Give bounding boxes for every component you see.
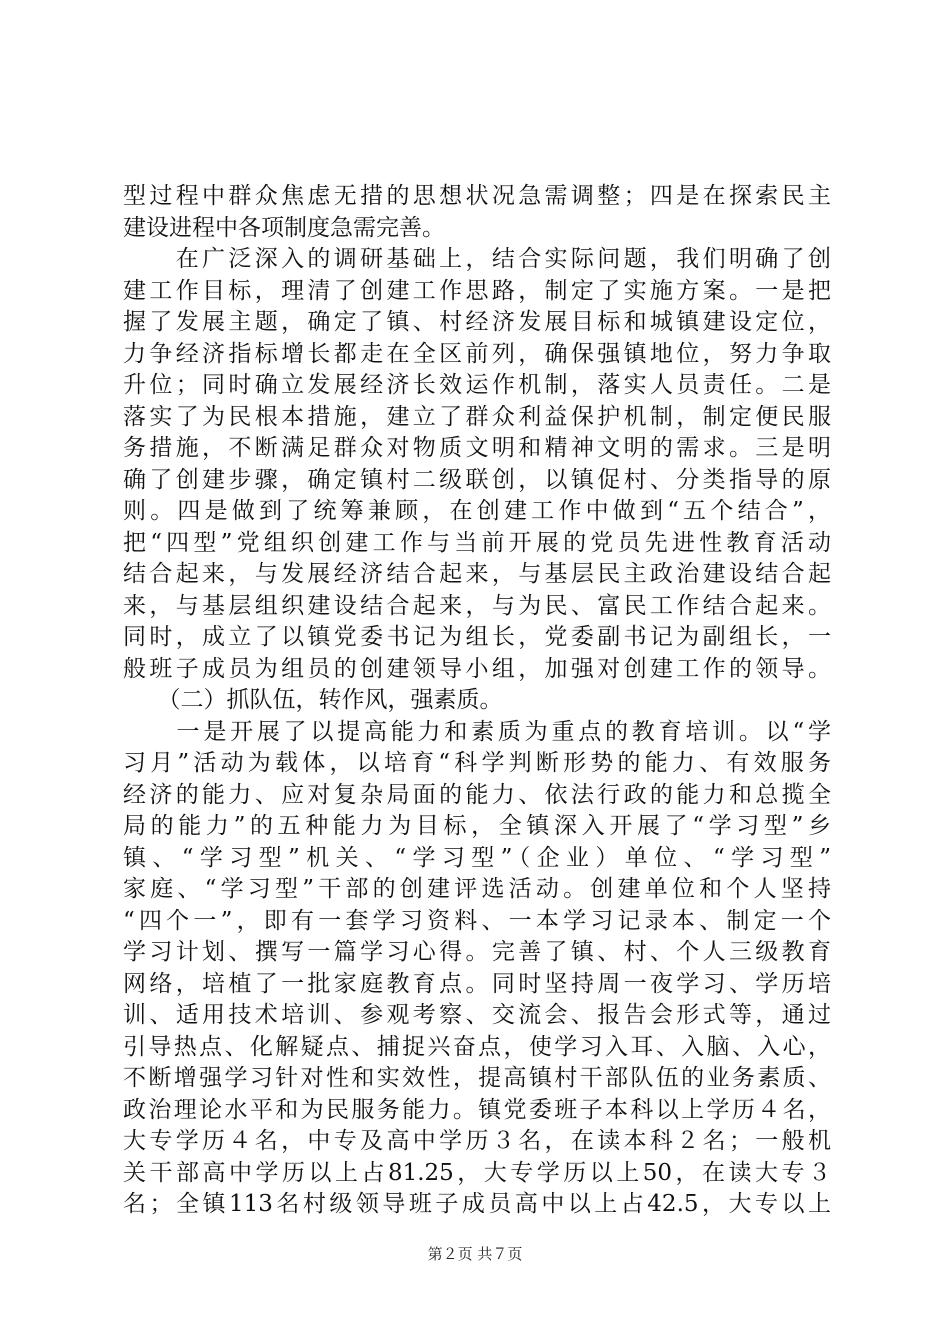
- page-footer: 第２页 共７页: [427, 1245, 523, 1263]
- text-line: 确了创建步骤，确定镇村二级联创，以镇促村、分类指导的原: [123, 466, 831, 493]
- text-line: 在广泛深入的调研基础上，结合实际问题，我们明确了创: [123, 246, 831, 272]
- text-line: 建工作目标，理清了创建工作思路，制定了实施方案。一是把: [123, 277, 831, 304]
- text-line: “四个一”，即有一套学习资料、一本学习记录本、制定一个: [123, 907, 831, 934]
- text-line: 结合起来，与发展经济结合起来，与基层民主政治建设结合起: [123, 561, 831, 587]
- text-line: 一是开展了以提高能力和素质为重点的教育培训。以“学: [123, 718, 831, 745]
- text-line: 家庭、“学习型”干部的创建评选活动。创建单位和个人坚持: [123, 876, 831, 902]
- text-line: 训、适用技术培训、参观考察、交流会、报告会形式等，通过: [123, 1002, 831, 1028]
- text-line: 名；全镇113名村级领导班子成员高中以上占42.5，大专以上: [123, 1191, 831, 1217]
- text-line: 学习计划、撰写一篇学习心得。完善了镇、村、个人三级教育: [123, 939, 831, 965]
- text-line: 落实了为民根本措施，建立了群众利益保护机制，制定便民服: [123, 403, 831, 430]
- text-line: 同时，成立了以镇党委书记为组长，党委副书记为副组长，一: [123, 624, 831, 650]
- text-line: 握了发展主题，确定了镇、村经济发展目标和城镇建设定位，: [123, 309, 831, 335]
- text-line: 升位；同时确立发展经济长效运作机制，落实人员责任。二是: [123, 372, 831, 398]
- text-line: 把“四型”党组织创建工作与当前开展的党员先进性教育活动: [123, 529, 831, 556]
- text-line: （二）抓队伍，转作风，强素质。: [123, 687, 503, 713]
- text-line: 习月”活动为载体，以培育“科学判断形势的能力、有效服务: [123, 750, 831, 776]
- text-line: 般班子成员为组员的创建领导小组，加强对创建工作的领导。: [123, 655, 831, 682]
- text-line: 来，与基层组织建设结合起来，与为民、富民工作结合起来。: [123, 592, 831, 619]
- text-line: 力争经济指标增长都走在全区前列，确保强镇地位，努力争取: [123, 340, 831, 367]
- text-line: 关干部高中学历以上占81.25，大专学历以上50，在读大专３: [123, 1159, 831, 1186]
- text-line: 局的能力”的五种能力为目标，全镇深入开展了“学习型”乡: [123, 813, 831, 839]
- text-line: 政治理论水平和为民服务能力。镇党委班子本科以上学历４名，: [123, 1096, 831, 1123]
- text-line: 则。四是做到了统筹兼顾，在创建工作中做到“五个结合”，: [123, 498, 831, 524]
- body-text: [123, 181, 831, 1221]
- text-line: 网络，培植了一批家庭教育点。同时坚持周一夜学习、学历培: [123, 970, 831, 997]
- text-line: 型过程中群众焦虑无措的思想状况急需调整；四是在探索民主: [123, 183, 831, 209]
- text-line: 务措施，不断满足群众对物质文明和精神文明的需求。三是明: [123, 435, 831, 461]
- text-line: 建设进程中各项制度急需完善。: [123, 214, 445, 241]
- text-line: 不断增强学习针对性和实效性，提高镇村干部队伍的业务素质、: [123, 1065, 831, 1091]
- text-line: 大专学历４名，中专及高中学历３名，在读本科２名；一般机: [123, 1128, 831, 1154]
- text-line: 经济的能力、应对复杂局面的能力、依法行政的能力和总揽全: [123, 781, 831, 808]
- text-line: 镇、“学习型”机关、“学习型”（企业）单位、“学习型”: [123, 844, 831, 871]
- text-line: 引导热点、化解疑点、捕捉兴奋点，使学习入耳、入脑、入心，: [123, 1033, 831, 1060]
